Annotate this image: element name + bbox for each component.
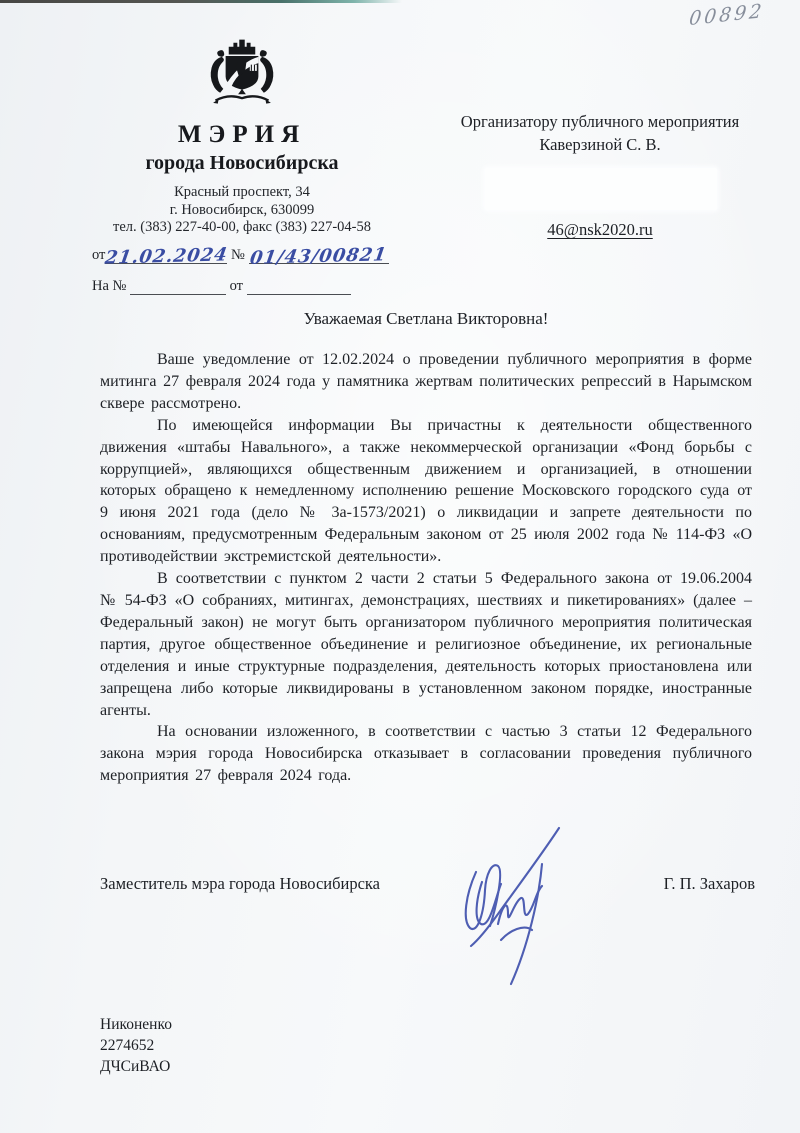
outgoing-date-number-row: [92, 243, 392, 269]
novosibirsk-coat-of-arms-icon: [203, 38, 281, 115]
addressee-block: [426, 110, 774, 156]
org-address-street: Красный проспект, 34: [174, 184, 310, 200]
paragraph: В соответствии с пунктом 2 части 2 статьи 5 Федерального закона от 19.06.2004 № 54-ФЗ «О собраниях, митингах, демонстрациях, шествиях и пикетированиях» (далее – Федеральный закон) не могут быть организатором публичного мероприятия политическая партия, другое общественное объединение и религиозное объединение, их региональные отделения и иные структурные подразделения, деятельность которых приостановлена или запрещена либо которые ликвидированы в установленном законом порядке, иностранные агенты.: [100, 570, 752, 719]
org-address: [92, 184, 392, 237]
ref-number-blank-line: [130, 275, 226, 295]
addressee-role: Организатору публичного мероприятия: [460, 112, 740, 131]
paragraph: По имеющейся информации Вы причастны к деятельности общественного движения «штабы Навального», а также некоммерческой организации «Фонд борьбы с коррупцией», являющихся общественным движением и организацией, в отношении которых обращено к немедленному исполнению решение Московского городского суда от 9 июня 2021 года (дело № 3а-1573/2021) о ликвидации и запрете деятельности по основаниям, предусмотренным Федеральным законом от 25 июля 2002 года № 114-ФЗ «О противодействии экстремистской деятельности».: [100, 416, 752, 566]
signature-row: [100, 874, 755, 894]
executor-block: [100, 1014, 172, 1077]
executor-department: ДЧСиВАО: [100, 1058, 171, 1075]
letterhead: [92, 38, 392, 295]
executor-name: Никоненко: [100, 1016, 172, 1033]
org-address-city: г. Новосибирск, 630099: [169, 201, 315, 218]
scan-artifact-top-line: [0, 0, 402, 3]
ref-date-blank-line: [247, 275, 351, 295]
letter-body: [100, 349, 752, 787]
signer-position: Заместитель мэра города Новосибирска: [100, 874, 380, 893]
date-blank-line: [103, 243, 230, 269]
handwritten-signature-icon: [438, 824, 578, 999]
number-blank-line: [248, 243, 389, 269]
paragraph: Ваше уведомление от 12.02.2024 о проведении публичного мероприятия в форме митинга 27 февраля 2024 года у памятника жертвам политических репрессий в Нарымском сквере рассмотрено.: [100, 351, 752, 412]
org-name-sub: города Новосибирска: [145, 152, 339, 174]
addressee-name: Каверзиной С. В.: [539, 135, 661, 154]
paragraph: На основании изложенного, в соответствии с частью 3 статьи 12 Федерального закона мэрия города Новосибирска отказывает в согласовании проведения публичного мероприятия 27 февраля 2024 года.: [100, 723, 752, 785]
handwritten-date: 21.02.2024: [103, 243, 230, 269]
incoming-ref-row: [92, 275, 392, 295]
ref-from-label: от: [229, 277, 244, 294]
number-sign-label: №: [231, 246, 245, 263]
ref-prefix-label: На №: [92, 277, 127, 294]
org-name-main: МЭРИЯ: [177, 121, 307, 148]
date-prefix-label: от: [92, 246, 106, 263]
salutation: Уважаемая Светлана Викторовна!: [303, 309, 549, 328]
executor-phone: 2274652: [100, 1037, 155, 1054]
handwritten-outgoing-number: 01/43/00821: [248, 243, 389, 269]
redacted-area: [485, 168, 717, 210]
handwritten-registration-number: 00892: [687, 0, 765, 31]
signer-name: Г. П. Захаров: [663, 874, 755, 893]
org-address-phones: тел. (383) 227-40-00, факс (383) 227-04-58: [113, 219, 371, 235]
addressee-email: 46@nsk2020.ru: [547, 220, 653, 239]
